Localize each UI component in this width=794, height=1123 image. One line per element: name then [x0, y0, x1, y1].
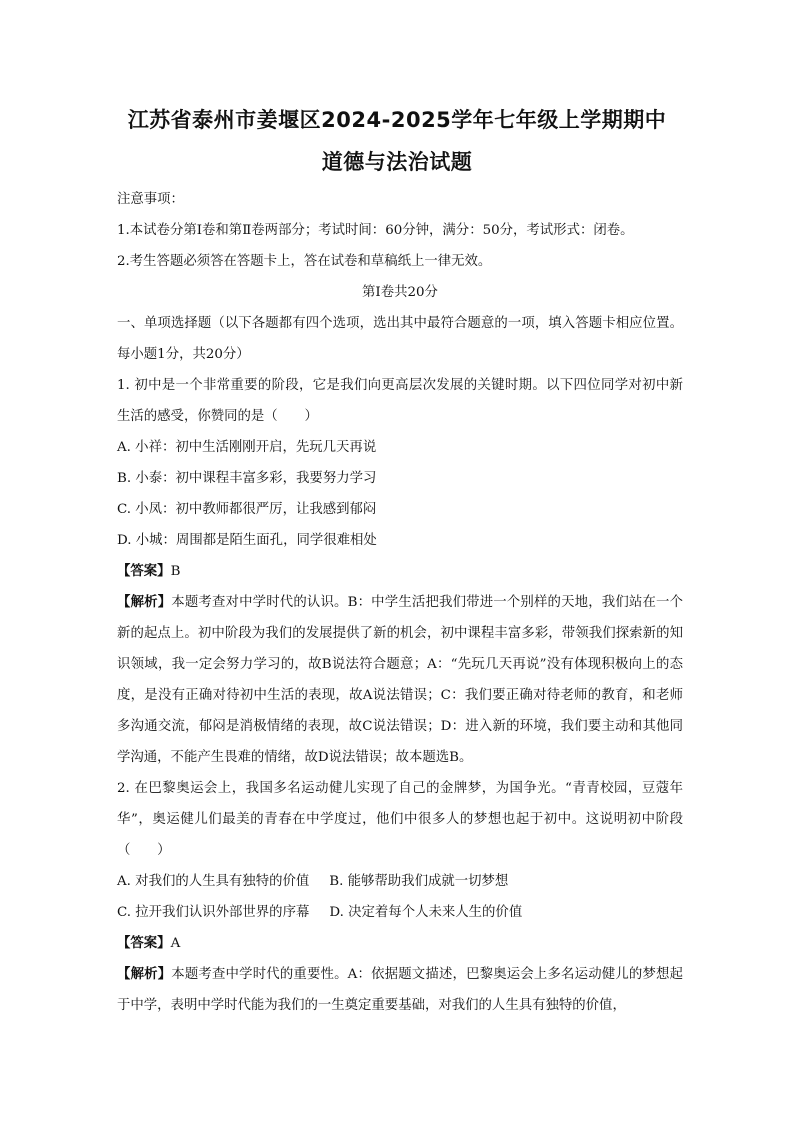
section-title: 第Ⅰ卷共20分 [362, 285, 438, 300]
answer-tag: 【答案】 [117, 563, 171, 579]
question-2-option-a: A. 对我们的人生具有独特的价值 [117, 874, 310, 889]
analysis-text: 本题考查对中学时代的认识。B：中学生活把我们带进一个别样的天地，我们站在一个新的起点上。初中阶段为我们的发展提供了新的机会，初中课程丰富多彩，带领我们探索新的知识领域，我一定会努力学习的，故B说法符合题意；A：“先玩几天再说”没有体现积极向上的态度，是没有正确对待初中生活的表现，故A说法错误；C：我们要正确对待老师的教育，和老师多沟通交流，郁闷是消极情绪的表现，故C说法错误；D：进入新的环境，我们要主动和其他同学沟通，不能产生畏难的情绪，故D说法错误；故本题选B。 [117, 595, 684, 765]
question-2-option-d: D. 决定着每个人未来人生的价值 [329, 905, 523, 920]
question-1-option-c: C. 小凤：初中教师都很严厉，让我感到郁闷 [117, 502, 377, 517]
question-1-option-d: D. 小城：周围都是陌生面孔，同学很难相处 [117, 533, 377, 548]
note-item: 1.本试卷分第Ⅰ卷和第Ⅱ卷两部分；考试时间：60分钟，满分：50分，考试形式：闭卷。 [117, 223, 634, 238]
question-1-stem: 1. 初中是一个非常重要的阶段，它是我们向更高层次发展的关键时期。以下四位同学对初中新生活的感受，你赞同的是（ ） [117, 378, 683, 424]
analysis-tag: 【解析】 [117, 594, 172, 610]
question-2-analysis [117, 959, 683, 1021]
note-item: 2.考生答题必须答在答题卡上，答在试卷和草稿纸上一律无效。 [117, 254, 492, 269]
document-title: 江苏省泰州市姜堰区2024-2025学年七年级上学期期中 [127, 108, 667, 132]
analysis-tag: 【解析】 [117, 966, 172, 982]
question-1-answer [117, 556, 683, 587]
document-subtitle: 道德与法治试题 [321, 150, 473, 174]
question-2-option-c: C. 拉开我们认识外部世界的序幕 [117, 905, 310, 920]
answer-value: B [170, 564, 181, 579]
answer-tag: 【答案】 [117, 935, 171, 951]
part-heading: 一、单项选择题（以下各题都有四个选项，选出其中最符合题意的一项，填入答题卡相应位置。每小题1分，共20分） [117, 316, 683, 362]
question-2-options-row-2 [117, 897, 683, 928]
question-1-option-b: B. 小泰：初中课程丰富多彩，我要努力学习 [117, 471, 377, 486]
question-2-options-row-1 [117, 866, 683, 897]
question-1-option-a: A. 小祥：初中生活刚刚开启，先玩几天再说 [117, 440, 377, 455]
document-body [117, 184, 683, 1021]
question-2-answer [117, 928, 683, 959]
notes-heading: 注意事项： [117, 192, 184, 207]
question-1-analysis [117, 587, 683, 773]
analysis-text: 本题考查中学时代的重要性。A：依据题文描述，巴黎奥运会上多名运动健儿的梦想起于中学，表明中学时代能为我们的一生奠定重要基础，对我们的人生具有独特的价值， [117, 967, 684, 1013]
answer-value: A [170, 936, 181, 951]
question-2-option-b: B. 能够帮助我们成就一切梦想 [329, 874, 509, 889]
question-2-stem: 2. 在巴黎奥运会上，我国多名运动健儿实现了自己的金牌梦，为国争光。“青青校园，豆蔻年华”，奥运健儿们最美的青春在中学度过，他们中很多人的梦想也起于初中。这说明初中阶段（ ） [117, 781, 683, 858]
